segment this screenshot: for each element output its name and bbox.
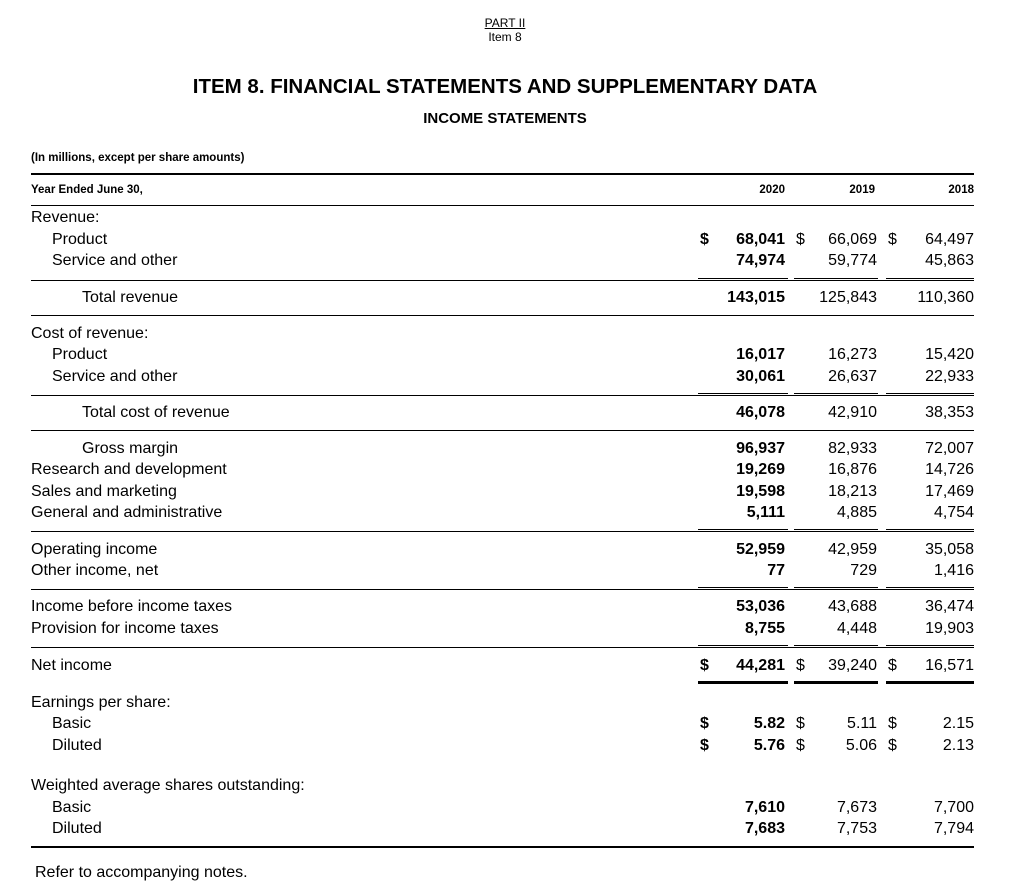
- value-2019: 82,933: [828, 440, 877, 457]
- row-label: Diluted: [52, 820, 102, 837]
- value-2019: 729: [850, 562, 877, 579]
- row-label: Basic: [52, 799, 92, 816]
- value-2019: 4,885: [836, 504, 877, 521]
- row-label: Gross margin: [82, 440, 179, 457]
- row-label: Sales and marketing: [31, 483, 177, 500]
- column-rule: [698, 278, 788, 279]
- value-2020: 30,061: [736, 368, 785, 385]
- row-label: Product: [52, 231, 108, 248]
- value-2018: 16,571: [925, 657, 974, 674]
- row-label: Diluted: [52, 737, 102, 754]
- row-label: Service and other: [52, 252, 178, 269]
- currency-symbol: $: [700, 715, 709, 732]
- value-2018: 36,474: [925, 598, 974, 615]
- value-2020: 5.76: [753, 737, 785, 754]
- year-rule: [31, 205, 974, 206]
- row-label: Income before income taxes: [31, 598, 232, 615]
- value-2020: 96,937: [736, 440, 785, 457]
- value-2020: 19,269: [736, 461, 785, 478]
- value-2020: 68,041: [736, 231, 785, 248]
- currency-symbol: $: [888, 737, 897, 754]
- value-2019: 7,753: [836, 820, 877, 837]
- shares-heading: Weighted average shares outstanding:: [31, 777, 305, 794]
- section-rule: [31, 315, 974, 316]
- value-2019: 16,273: [828, 346, 877, 363]
- value-2020: 5,111: [746, 504, 785, 521]
- value-2018: 14,726: [925, 461, 974, 478]
- column-rule: [886, 393, 974, 394]
- section-rule: [31, 647, 974, 648]
- value-2018: 2.13: [942, 737, 974, 754]
- value-2019: 42,959: [828, 541, 877, 558]
- value-2019: 26,637: [828, 368, 877, 385]
- page-title: ITEM 8. FINANCIAL STATEMENTS AND SUPPLEMENTARY DATA: [192, 75, 818, 98]
- column-rule: [794, 393, 878, 394]
- column-rule: [794, 278, 878, 279]
- year-2018: 2018: [948, 184, 974, 196]
- row-label: Research and development: [31, 461, 227, 478]
- row-label: Service and other: [52, 368, 178, 385]
- currency-symbol: $: [700, 737, 709, 754]
- value-2019: 43,688: [828, 598, 877, 615]
- double-rule: [794, 681, 878, 684]
- value-2020: 44,281: [736, 657, 785, 674]
- top-rule: [31, 173, 974, 175]
- column-rule: [698, 393, 788, 394]
- revenue-heading: Revenue:: [31, 209, 100, 226]
- currency-symbol: $: [796, 657, 805, 674]
- bottom-rule: [31, 846, 974, 848]
- units-note: (In millions, except per share amounts): [31, 152, 245, 164]
- value-2018: 1,416: [933, 562, 974, 579]
- year-2020: 2020: [759, 184, 785, 196]
- currency-symbol: $: [700, 657, 709, 674]
- row-label: Product: [52, 346, 108, 363]
- section-rule: [31, 589, 974, 590]
- value-2019: 125,843: [819, 289, 877, 306]
- value-2019: 18,213: [828, 483, 877, 500]
- currency-symbol: $: [888, 715, 897, 732]
- value-2020: 19,598: [736, 483, 785, 500]
- part-label: PART II: [484, 16, 526, 30]
- value-2020: 74,974: [736, 252, 785, 269]
- value-2020: 5.82: [753, 715, 785, 732]
- row-label: Operating income: [31, 541, 158, 558]
- value-2020: 16,017: [736, 346, 785, 363]
- value-2020: 143,015: [727, 289, 785, 306]
- row-label: Net income: [31, 657, 112, 674]
- value-2018: 38,353: [925, 404, 974, 421]
- currency-symbol: $: [796, 737, 805, 754]
- value-2020: 7,610: [744, 799, 785, 816]
- column-rule: [886, 278, 974, 279]
- year-2019: 2019: [849, 184, 875, 196]
- value-2020: 7,683: [744, 820, 785, 837]
- value-2018: 15,420: [925, 346, 974, 363]
- value-2018: 64,497: [925, 231, 974, 248]
- section-rule: [31, 430, 974, 431]
- value-2018: 45,863: [925, 252, 974, 269]
- value-2018: 35,058: [925, 541, 974, 558]
- row-label: General and administrative: [31, 504, 223, 521]
- section-rule: [31, 531, 974, 532]
- value-2019: 7,673: [836, 799, 877, 816]
- column-rule: [698, 529, 788, 530]
- statement-subtitle: INCOME STATEMENTS: [423, 110, 587, 127]
- value-2018: 22,933: [925, 368, 974, 385]
- value-2018: 19,903: [925, 620, 974, 637]
- value-2020: 53,036: [736, 598, 785, 615]
- value-2018: 110,360: [917, 289, 974, 306]
- column-rule: [886, 587, 974, 588]
- value-2019: 42,910: [828, 404, 877, 421]
- column-rule: [794, 587, 878, 588]
- column-rule: [794, 529, 878, 530]
- value-2019: 39,240: [828, 657, 877, 674]
- currency-symbol: $: [888, 657, 897, 674]
- section-rule: [31, 280, 974, 281]
- column-rule: [886, 645, 974, 646]
- row-label: Total cost of revenue: [82, 404, 230, 421]
- row-label: Total revenue: [82, 289, 179, 306]
- column-rule: [698, 645, 788, 646]
- currency-symbol: $: [796, 715, 805, 732]
- value-2019: 5.11: [847, 715, 877, 732]
- footnote: Refer to accompanying notes.: [35, 864, 248, 881]
- double-rule: [886, 681, 974, 684]
- value-2019: 4,448: [836, 620, 877, 637]
- row-label: Provision for income taxes: [31, 620, 219, 637]
- currency-symbol: $: [888, 231, 897, 248]
- value-2019: 16,876: [828, 461, 877, 478]
- year-label: Year Ended June 30,: [31, 184, 143, 196]
- value-2018: 7,700: [933, 799, 974, 816]
- value-2020: 52,959: [736, 541, 785, 558]
- double-rule: [698, 681, 788, 684]
- currency-symbol: $: [796, 231, 805, 248]
- row-label: Other income, net: [31, 562, 159, 579]
- cost-heading: Cost of revenue:: [31, 325, 149, 342]
- value-2018: 2.15: [942, 715, 974, 732]
- value-2018: 4,754: [933, 504, 974, 521]
- column-rule: [794, 645, 878, 646]
- value-2018: 7,794: [933, 820, 974, 837]
- value-2019: 5.06: [845, 737, 877, 754]
- currency-symbol: $: [700, 231, 709, 248]
- value-2018: 17,469: [925, 483, 974, 500]
- eps-heading: Earnings per share:: [31, 694, 171, 711]
- section-rule: [31, 395, 974, 396]
- value-2020: 77: [767, 562, 785, 579]
- column-rule: [886, 529, 974, 530]
- value-2019: 66,069: [828, 231, 877, 248]
- page-header: [0, 16, 1010, 44]
- value-2020: 8,755: [744, 620, 785, 637]
- value-2020: 46,078: [736, 404, 785, 421]
- row-label: Basic: [52, 715, 92, 732]
- item-label: Item 8: [488, 30, 522, 44]
- value-2019: 59,774: [828, 252, 877, 269]
- column-rule: [698, 587, 788, 588]
- value-2018: 72,007: [925, 440, 974, 457]
